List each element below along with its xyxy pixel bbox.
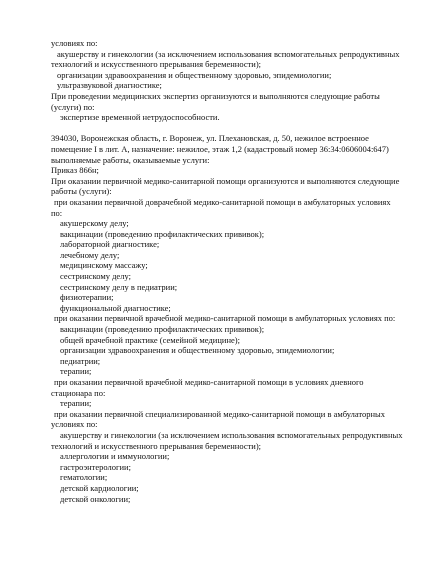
text-line: акушерскому делу; bbox=[60, 218, 129, 229]
text-line: При проведении медицинских экспертиз организуются и выполняются следующие работы bbox=[51, 90, 380, 101]
text-line: при оказании первичной специализированной медико-санитарной помощи в амбулаторных bbox=[54, 408, 386, 419]
text-line: терапии; bbox=[60, 398, 92, 409]
text-line: организации здравоохранения и общественному здоровью, эпидемиологии; bbox=[57, 69, 332, 80]
text-line: детской онкологии; bbox=[60, 493, 131, 504]
text-line: детской кардиологии; bbox=[60, 482, 139, 493]
text-line: акушерству и гинекологии (за исключением использования вспомогательных репродуктивных bbox=[57, 48, 400, 59]
text-line: лечебному делу; bbox=[60, 249, 120, 260]
text-line: условиях по: bbox=[51, 419, 98, 430]
text-line: работы (услуги): bbox=[51, 186, 112, 197]
text-line: Приказ 866н; bbox=[51, 165, 99, 176]
text-line: экспертизе временной нетрудоспособности. bbox=[60, 112, 220, 123]
text-line: гастроэнтерологии; bbox=[60, 461, 131, 472]
paragraph-gap bbox=[51, 123, 396, 134]
text-line: при оказании первичной врачебной медико-санитарной помощи в амбулаторных условиях по: bbox=[54, 313, 396, 324]
text-line: сестринскому делу в педиатрии; bbox=[60, 281, 178, 292]
text-line: технологий и искусственного прерывания беременности); bbox=[51, 440, 262, 451]
text-line: организации здравоохранения и общественному здоровью, эпидемиологии; bbox=[60, 345, 335, 356]
text-line: физиотерапии; bbox=[60, 292, 114, 303]
text-line: вакцинации (проведению профилактических прививок); bbox=[60, 228, 265, 239]
text-line: технологий и искусственного прерывания беременности); bbox=[51, 59, 262, 70]
document-page bbox=[51, 38, 403, 504]
text-line: 394030, Воронежская область, г. Воронеж, ул. Плехановская, д. 50, нежилое встроенное bbox=[51, 133, 369, 144]
text-line: вакцинации (проведению профилактических прививок); bbox=[60, 324, 265, 335]
text-line: сестринскому делу; bbox=[60, 271, 131, 282]
text-line: При оказании первичной медико-санитарной помощи организуются и выполняются следующие bbox=[51, 175, 400, 186]
text-line: условиях по: bbox=[51, 38, 98, 48]
text-line: лабораторной диагностике; bbox=[60, 239, 160, 250]
text-line: выполняемые работы, оказываемые услуги: bbox=[51, 154, 210, 165]
text-line: медицинскому массажу; bbox=[60, 260, 148, 271]
text-line: помещение I в лит. А, назначение: нежилое, этаж 1,2 (кадастровый номер 36:34:0606004:647) bbox=[51, 143, 389, 154]
text-line: (услуги) по: bbox=[51, 101, 95, 112]
text-line: по: bbox=[51, 207, 63, 218]
text-line: терапии; bbox=[60, 366, 92, 377]
text-line: стационара по: bbox=[51, 387, 106, 398]
text-line: гематологии; bbox=[60, 472, 108, 483]
text-line: при оказании первичной доврачебной медико-санитарной помощи в амбулаторных условиях bbox=[54, 196, 391, 207]
text-line: общей врачебной практике (семейной медицине); bbox=[60, 334, 240, 345]
text-line: педиатрии; bbox=[60, 355, 101, 366]
text-line: функциональной диагностике; bbox=[60, 302, 171, 313]
text-line: аллергологии и иммунологии; bbox=[60, 451, 170, 462]
text-line: при оказании первичной врачебной медико-санитарной помощи в условиях дневного bbox=[54, 377, 364, 387]
text-line: ультразвуковой диагностике; bbox=[57, 80, 162, 91]
text-line: акушерству и гинекологии (за исключением использования вспомогательных репродуктивных bbox=[60, 429, 403, 440]
